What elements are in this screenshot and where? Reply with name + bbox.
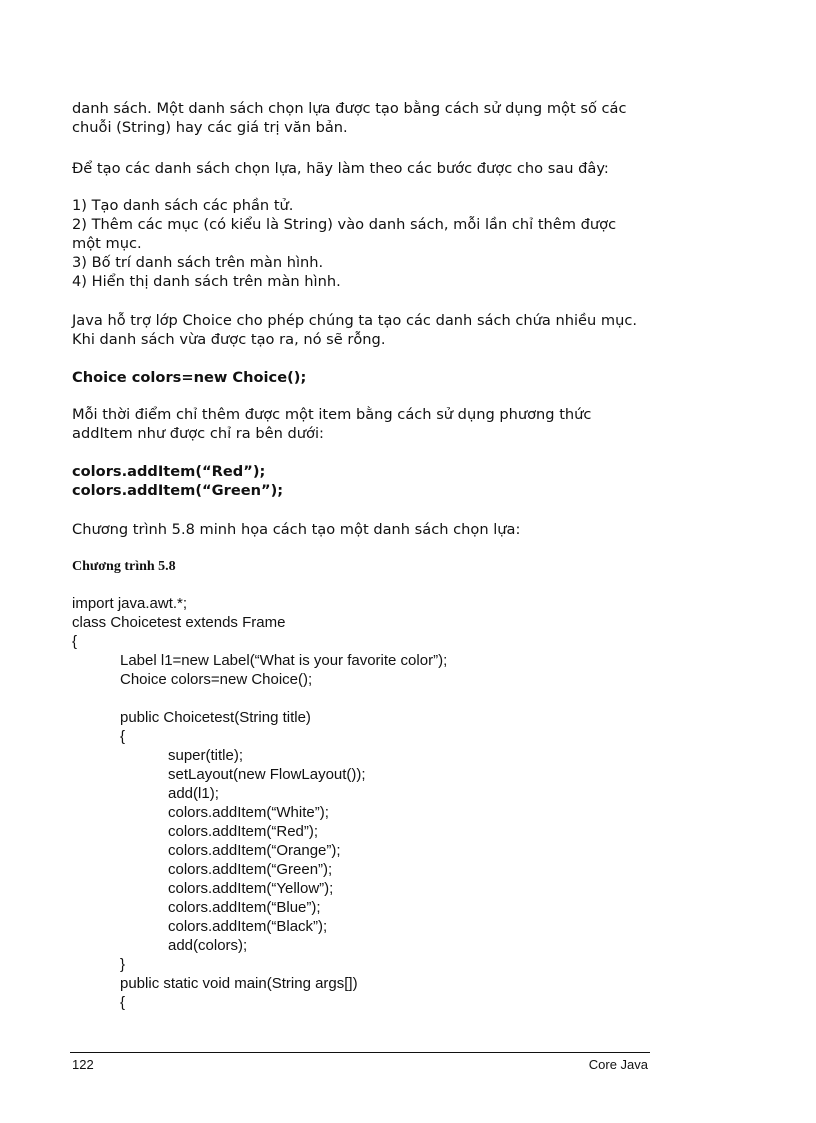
java-choice-paragraph — [72, 311, 648, 349]
list-item-continued: một mục. — [72, 235, 142, 252]
list-item: 4) Hiển thị danh sách trên màn hình. — [72, 273, 341, 290]
code-line: public static void main(String args[]) — [120, 975, 358, 992]
program-intro-paragraph — [72, 520, 648, 539]
intro-paragraph — [72, 99, 648, 137]
text-line: Mỗi thời điểm chỉ thêm được một item bằng cách sử dụng phương thức — [72, 406, 592, 423]
code-line: colors.addItem(“Red”); — [168, 823, 319, 840]
code-line: class Choicetest extends Frame — [72, 614, 286, 631]
code-snippet-choice — [72, 368, 648, 387]
text-line: danh sách. Một danh sách chọn lựa được tạo bằng cách sử dụng một số các — [72, 100, 627, 117]
page-number: 122 — [72, 1057, 94, 1072]
code-line: super(title); — [168, 747, 244, 764]
code-snippet-additem — [72, 462, 648, 500]
list-item: 2) Thêm các mục (có kiểu là String) vào danh sách, mỗi lần chỉ thêm được — [72, 216, 617, 233]
code-line: { — [72, 633, 78, 650]
code-line: Choice colors=new Choice(); — [72, 369, 307, 386]
code-line: colors.addItem(“Blue”); — [168, 899, 321, 916]
code-line: setLayout(new FlowLayout()); — [168, 766, 366, 783]
program-listing — [72, 594, 648, 1012]
code-line: colors.addItem(“Yellow”); — [168, 880, 334, 897]
text-line: Khi danh sách vừa được tạo ra, nó sẽ rỗng. — [72, 331, 386, 348]
program-caption — [72, 557, 648, 576]
code-line: colors.addItem(“White”); — [168, 804, 329, 821]
list-item: 3) Bố trí danh sách trên màn hình. — [72, 254, 324, 271]
code-line: colors.addItem(“Orange”); — [168, 842, 341, 859]
code-line: colors.addItem(“Black”); — [168, 918, 328, 935]
code-line: colors.addItem(“Green”); — [72, 482, 284, 499]
code-line-blank — [72, 689, 648, 708]
code-line: add(l1); — [168, 785, 219, 802]
code-line: { — [120, 728, 126, 745]
text-line: chuỗi (String) hay các giá trị văn bản. — [72, 119, 348, 136]
steps-list — [72, 196, 648, 291]
code-line: Choice colors=new Choice(); — [120, 671, 313, 688]
text-line: Để tạo các danh sách chọn lựa, hãy làm theo các bước được cho sau đây: — [72, 160, 609, 177]
code-line: add(colors); — [168, 937, 248, 954]
text-line: Chương trình 5.8 minh họa cách tạo một danh sách chọn lựa: — [72, 521, 521, 538]
text-line: Java hỗ trợ lớp Choice cho phép chúng ta tạo các danh sách chứa nhiều mục. — [72, 312, 638, 329]
additem-paragraph — [72, 405, 648, 443]
code-line: colors.addItem(“Green”); — [168, 861, 333, 878]
text-line: addItem như được chỉ ra bên dưới: — [72, 425, 324, 442]
steps-intro-paragraph — [72, 159, 648, 178]
caption-text: Chương trình 5.8 — [72, 559, 176, 574]
footer-divider — [70, 1052, 650, 1053]
list-item: 1) Tạo danh sách các phần tử. — [72, 197, 294, 214]
book-title: Core Java — [588, 1057, 648, 1072]
code-line: import java.awt.*; — [72, 595, 188, 612]
code-line: Label l1=new Label(“What is your favorite color”); — [120, 652, 448, 669]
code-line: colors.addItem(“Red”); — [72, 463, 266, 480]
code-line: { — [120, 994, 126, 1011]
code-line: } — [120, 956, 126, 973]
code-line: public Choicetest(String title) — [120, 709, 311, 726]
